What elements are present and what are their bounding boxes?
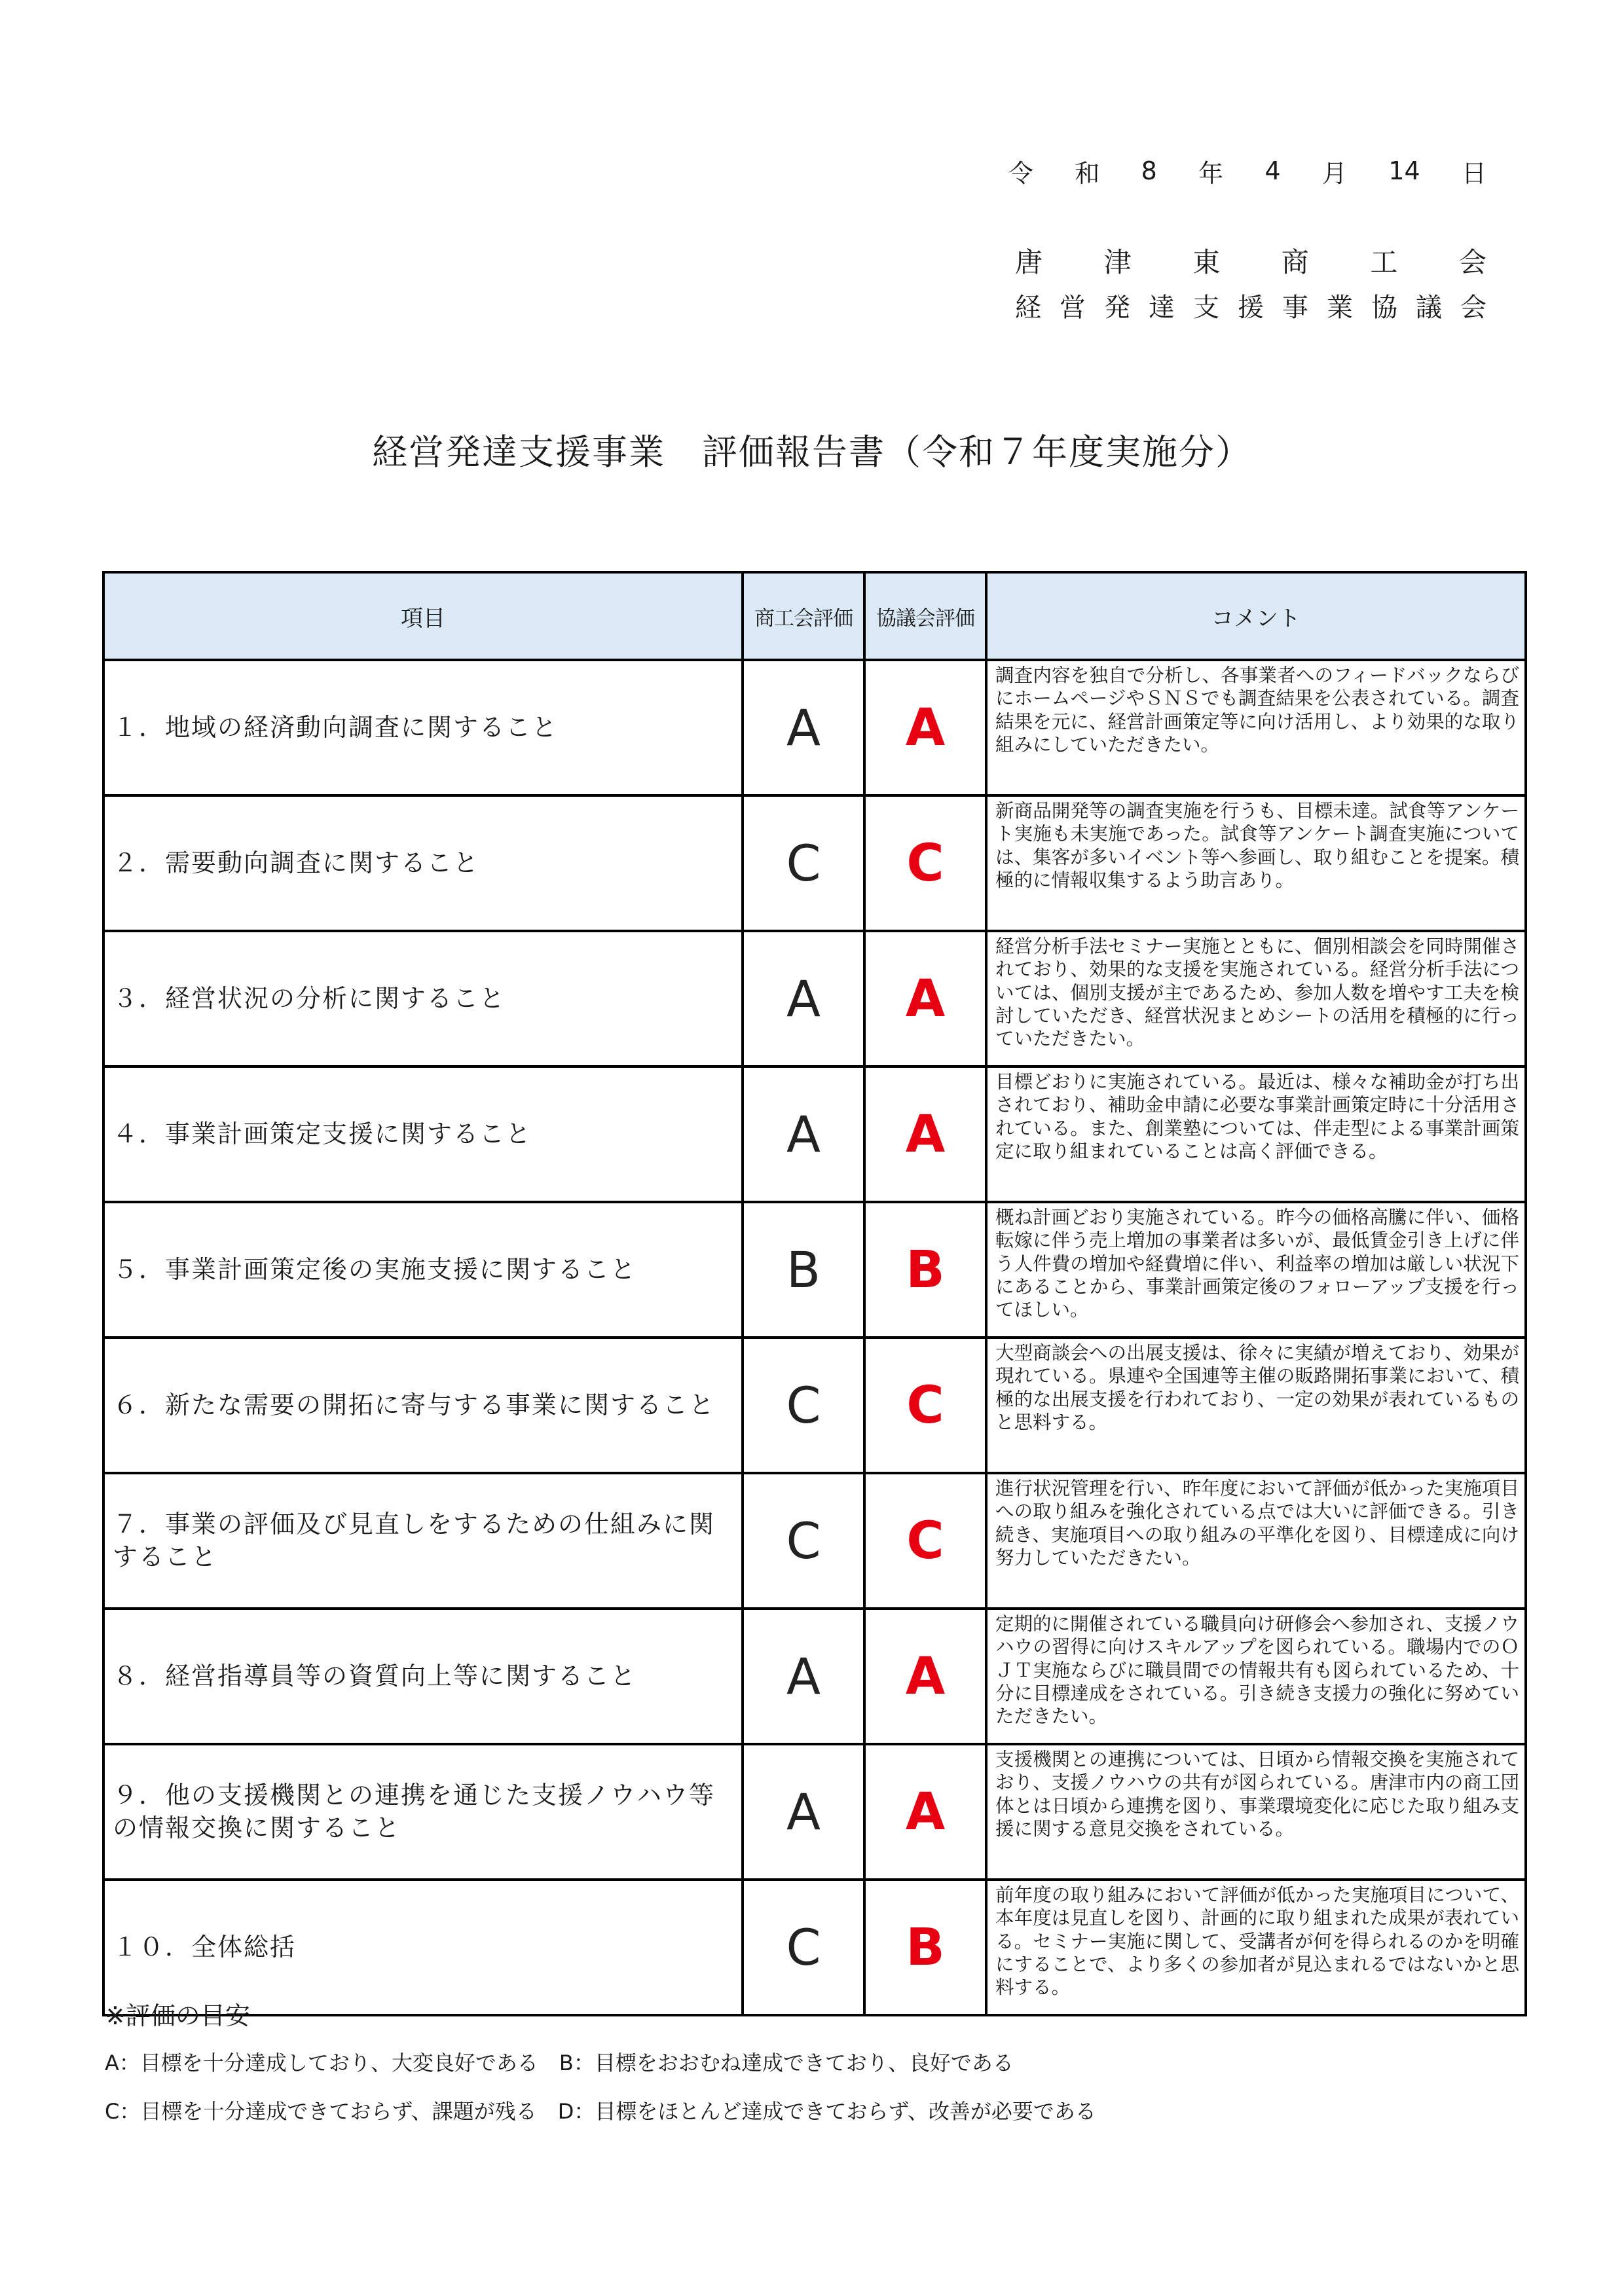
item-cell: ６．新たな需要の開拓に寄与する事業に関すること <box>103 1338 743 1473</box>
date-part: 年 <box>1198 158 1224 188</box>
document-date <box>1008 155 1486 187</box>
item-cell: １．地域の経済動向調査に関すること <box>103 660 743 795</box>
date-part: 4 <box>1264 156 1281 185</box>
kyogikai-grade: A <box>864 660 986 795</box>
org-char: 商 <box>1281 246 1309 278</box>
shoko-grade: A <box>743 931 864 1066</box>
legend-heading: ※評価の目安 <box>105 2001 250 2030</box>
document-title: 経営発達支援事業 評価報告書（令和７年度実施分） <box>372 431 1252 473</box>
date-part: 和 <box>1075 158 1100 188</box>
header-comment: コメント <box>986 572 1526 660</box>
comment-cell: 目標どおりに実施されている。最近は、様々な補助金が打ち出されており、補助金申請に必要な事業計画策定時に十分活用されている。また、創業塾については、伴走型による事業計画策定に取り組まれていることは高く評価できる。 <box>986 1066 1526 1202</box>
legend-line: C：目標を十分達成できておらず、課題が残る D：目標をほとんど達成できておらず、改善が必要である <box>105 2099 1096 2124</box>
date-part: 8 <box>1141 156 1157 185</box>
org-char: 経 <box>1015 292 1041 323</box>
item-cell: ３．経営状況の分析に関すること <box>103 931 743 1066</box>
header-shoko-eval: 商工会評価 <box>743 572 864 660</box>
comment-cell: 大型商談会への出展支援は、徐々に実績が増えており、効果が現れている。県連や全国連等主催の販路開拓事業において、積極的な出展支援を行われており、一定の効果が表れているものと思料する。 <box>986 1338 1526 1473</box>
table-row <box>103 1202 1526 1338</box>
shoko-grade: A <box>743 1744 864 1880</box>
org-char: 会 <box>1458 246 1486 278</box>
date-part: 日 <box>1461 158 1486 188</box>
table-row <box>103 795 1526 931</box>
item-cell: ５．事業計画策定後の実施支援に関すること <box>103 1202 743 1338</box>
date-part: 月 <box>1321 158 1347 188</box>
table-row <box>103 1473 1526 1609</box>
shoko-grade: A <box>743 660 864 795</box>
org-char: 津 <box>1103 246 1132 278</box>
org-char: 工 <box>1370 246 1398 278</box>
kyogikai-grade: C <box>864 1338 986 1473</box>
kyogikai-grade: B <box>864 1880 986 2015</box>
org-char: 東 <box>1192 246 1221 278</box>
shoko-grade: C <box>743 1338 864 1473</box>
org-char: 達 <box>1149 292 1175 323</box>
comment-cell: 新商品開発等の調査実施を行うも、目標未達。試食等アンケート実施も未実施であった。試食等アンケート調査実施については、集客が多いイベント等へ参画し、取り組むことを提案。積極的に情報収集するよう助言あり。 <box>986 795 1526 931</box>
comment-cell: 経営分析手法セミナー実施とともに、個別相談会を同時開催されており、効果的な支援を実施されている。経営分析手法については、個別支援が主であるため、参加人数を増やす工夫を検討していただき、経営状況まとめシートの活用を積極的に行っていただきたい。 <box>986 931 1526 1066</box>
item-cell: ８．経営指導員等の資質向上等に関すること <box>103 1609 743 1744</box>
item-cell: ２．需要動向調査に関すること <box>103 795 743 931</box>
table-row <box>103 931 1526 1066</box>
shoko-grade: C <box>743 1880 864 2015</box>
org-char: 事 <box>1282 292 1308 323</box>
comment-cell: 前年度の取り組みにおいて評価が低かった実施項目について、本年度は見直しを図り、計画的に取り組まれた成果が表れている。セミナー実施に関して、受講者が何を得られるのかを明確にすることで、より多くの参加者が見込まれるではないかと思料する。 <box>986 1880 1526 2015</box>
table-header-row <box>103 572 1526 660</box>
shoko-grade: A <box>743 1609 864 1744</box>
table-row <box>103 1744 1526 1880</box>
shoko-grade: C <box>743 795 864 931</box>
shoko-grade: A <box>743 1066 864 1202</box>
kyogikai-grade: A <box>864 1744 986 1880</box>
table-row <box>103 1338 1526 1473</box>
kyogikai-grade: C <box>864 795 986 931</box>
org-char: 支 <box>1193 292 1219 323</box>
comment-cell: 概ね計画どおり実施されている。昨今の価格高騰に伴い、価格転嫁に伴う売上増加の事業者は多いが、最低賃金引き上げに伴う人件費の増加や経費増に伴い、利益率の増加は厳しい状況下にあることから、事業計画策定後のフォローアップ支援を行ってほしい。 <box>986 1202 1526 1338</box>
date-part: 令 <box>1008 158 1034 188</box>
comment-cell: 調査内容を独自で分析し、各事業者へのフィードバックならびにホームページやＳＮＳでも調査結果を公表されている。調査結果を元に、経営計画策定等に向け活用し、より効果的な取り組みにしていただきたい。 <box>986 660 1526 795</box>
table-row <box>103 660 1526 795</box>
org-char: 発 <box>1104 292 1130 323</box>
org-char: 営 <box>1060 292 1086 323</box>
shoko-grade: C <box>743 1473 864 1609</box>
comment-cell: 進行状況管理を行い、昨年度において評価が低かった実施項目への取り組みを強化されている点では大いに評価できる。引き続き、実施項目への取り組みの平準化を図り、目標達成に向け努力していただきたい。 <box>986 1473 1526 1609</box>
table-row <box>103 1609 1526 1744</box>
org-char: 唐 <box>1015 246 1043 278</box>
org-char: 援 <box>1238 292 1264 323</box>
council-name <box>1015 288 1486 322</box>
item-cell: ７．事業の評価及び見直しをするための仕組みに関すること <box>103 1473 743 1609</box>
item-cell: １０．全体総括 <box>103 1880 743 2015</box>
kyogikai-grade: A <box>864 1066 986 1202</box>
kyogikai-grade: C <box>864 1473 986 1609</box>
legend-line: A：目標を十分達成しており、大変良好である B：目標をおおむね達成できており、良好である <box>105 2050 1014 2075</box>
header-item: 項目 <box>103 572 743 660</box>
table-row <box>103 1066 1526 1202</box>
kyogikai-grade: A <box>864 1609 986 1744</box>
header-kyogikai-eval: 協議会評価 <box>864 572 986 660</box>
comment-cell: 支援機関との連携については、日頃から情報交換を実施されており、支援ノウハウの共有が図られている。唐津市内の商工団体とは日頃から連携を図り、事業環境変化に応じた取り組み支援に関する意見交換をされている。 <box>986 1744 1526 1880</box>
comment-cell: 定期的に開催されている職員向け研修会へ参加され、支援ノウハウの習得に向けスキルアップを図られている。職場内でのＯＪＴ実施ならびに職員間での情報共有も図られているため、十分に目標達成をされている。引き続き支援力の強化に努めていただきたい。 <box>986 1609 1526 1744</box>
evaluation-table <box>102 571 1527 2016</box>
shoko-grade: B <box>743 1202 864 1338</box>
org-char: 業 <box>1327 292 1353 323</box>
date-part: 14 <box>1388 156 1420 185</box>
kyogikai-grade: A <box>864 931 986 1066</box>
table-row <box>103 1880 1526 2015</box>
org-char: 会 <box>1460 292 1486 323</box>
item-cell: ４．事業計画策定支援に関すること <box>103 1066 743 1202</box>
organization-name <box>1015 244 1486 278</box>
org-char: 議 <box>1416 292 1442 323</box>
org-char: 協 <box>1371 292 1397 323</box>
kyogikai-grade: B <box>864 1202 986 1338</box>
item-cell: ９．他の支援機関との連携を通じた支援ノウハウ等の情報交換に関すること <box>103 1744 743 1880</box>
